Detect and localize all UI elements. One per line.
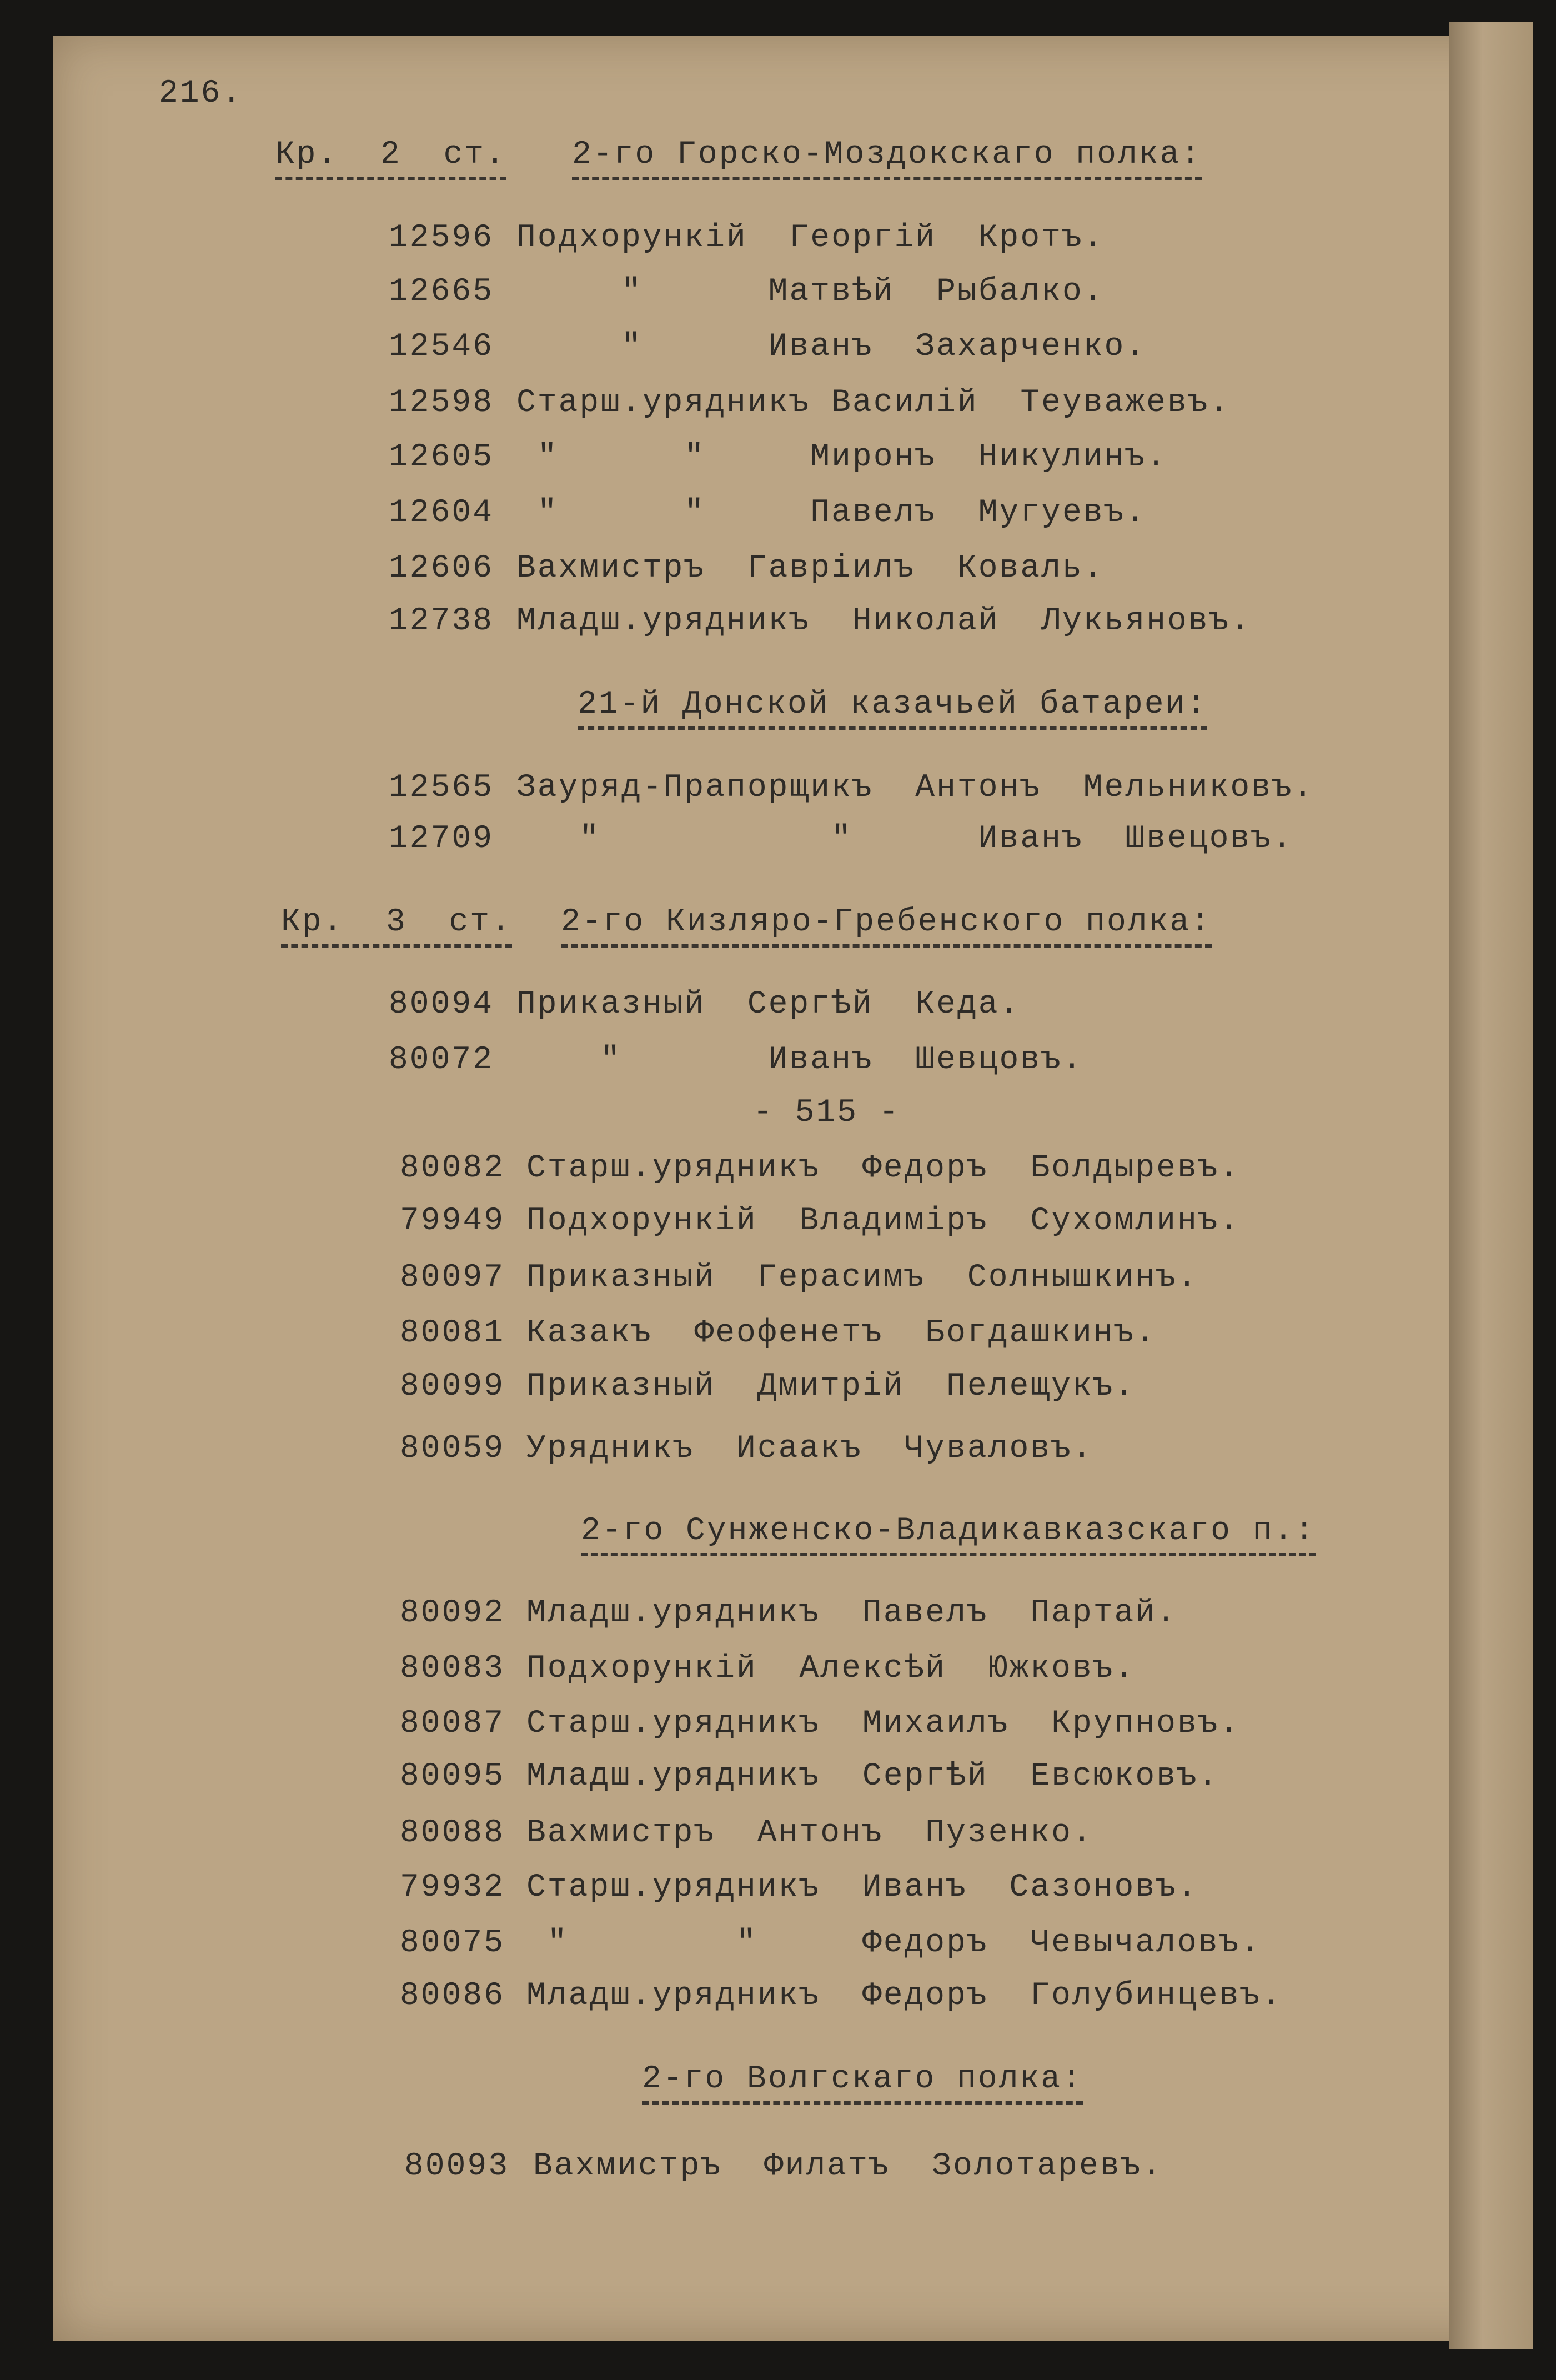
record-text: Подхорункій Владиміръ Сухомлинъ.	[526, 1203, 1241, 1239]
record-text: Вахмистръ Антонъ Пузенко.	[526, 1815, 1093, 1851]
record-number: 12709	[389, 821, 494, 857]
record-text: Старш.урядникъ Федоръ Болдыревъ.	[526, 1150, 1241, 1186]
record-text: " " Миронъ Никулинъ.	[516, 439, 1167, 475]
page-number: 216.	[159, 76, 243, 112]
page-fold-edge	[1449, 22, 1533, 2349]
record-number: 80086	[400, 1978, 505, 2014]
record-number: 80093	[404, 2148, 510, 2184]
record-text: Подхорункій Георгій Кротъ.	[516, 220, 1105, 256]
record-number: 80059	[400, 1431, 505, 1467]
section-label: Кр. 3 ст.	[281, 906, 512, 948]
record-text: " " Иванъ Швецовъ.	[516, 821, 1293, 857]
center-page-number: - 515 -	[753, 1095, 900, 1131]
section-label: Кр. 2 ст.	[275, 139, 506, 180]
section-heading: 2-го Волгскаго полка:	[642, 2063, 1083, 2105]
record-number: 12738	[389, 603, 494, 639]
record-text: Младш.урядникъ Павелъ Партай.	[526, 1595, 1177, 1631]
record-number: 12598	[389, 385, 494, 421]
record-number: 80097	[400, 1260, 505, 1296]
record-number: 80088	[400, 1815, 505, 1851]
record-text: Приказный Дмитрій Пелещукъ.	[526, 1369, 1136, 1405]
record-text: Вахмистръ Филатъ Золотаревъ.	[533, 2148, 1163, 2184]
record-text: Зауряд-Прапорщикъ Антонъ Мельниковъ.	[516, 770, 1314, 806]
record-number: 80087	[400, 1706, 505, 1742]
record-number: 80082	[400, 1150, 505, 1186]
section-heading: 2-го Сунженско-Владикавказскаго п.:	[581, 1515, 1316, 1556]
record-number: 80095	[400, 1758, 505, 1795]
record-number: 80099	[400, 1369, 505, 1405]
record-text: " Иванъ Шевцовъ.	[516, 1042, 1083, 1078]
record-text: Старш.урядникъ Михаилъ Крупновъ.	[526, 1706, 1241, 1742]
record-text: " Иванъ Захарченко.	[516, 329, 1147, 365]
record-text: Подхорункій Алексѣй Южковъ.	[526, 1651, 1136, 1687]
record-number: 80075	[400, 1925, 505, 1961]
record-text: Младш.урядникъ Сергѣй Евсюковъ.	[526, 1758, 1219, 1795]
record-text: " " Павелъ Мугуевъ.	[516, 495, 1147, 531]
record-number: 12546	[389, 329, 494, 365]
record-number: 79949	[400, 1203, 505, 1239]
record-number: 12565	[389, 770, 494, 806]
record-text: " Матвѣй Рыбалко.	[516, 274, 1105, 310]
record-number: 80081	[400, 1315, 505, 1351]
section-heading: 2-го Горско-Моздокскаго полка:	[572, 139, 1202, 180]
record-text: Вахмистръ Гавріилъ Коваль.	[516, 550, 1105, 587]
record-number: 80083	[400, 1651, 505, 1687]
record-text: Старш.урядникъ Василій Теуважевъ.	[516, 385, 1231, 421]
record-number: 12606	[389, 550, 494, 587]
record-text: Младш.урядникъ Николай Лукьяновъ.	[516, 603, 1252, 639]
record-text: Старш.урядникъ Иванъ Сазоновъ.	[526, 1870, 1198, 1906]
record-number: 12596	[389, 220, 494, 256]
record-number: 12604	[389, 495, 494, 531]
record-number: 80094	[389, 986, 494, 1023]
record-number: 80072	[389, 1042, 494, 1078]
section-heading: 21-й Донской казачьей батареи:	[578, 689, 1207, 730]
record-number: 79932	[400, 1870, 505, 1906]
record-text: " " Федоръ Чевычаловъ.	[526, 1925, 1262, 1961]
section-heading: 2-го Кизляро-Гребенского полка:	[561, 906, 1212, 948]
record-number: 12665	[389, 274, 494, 310]
record-text: Младш.урядникъ Федоръ Голубинцевъ.	[526, 1978, 1283, 2014]
record-number: 12605	[389, 439, 494, 475]
record-number: 80092	[400, 1595, 505, 1631]
record-text: Приказный Сергѣй Кеда.	[516, 986, 1021, 1023]
record-text: Урядникъ Исаакъ Чуваловъ.	[526, 1431, 1093, 1467]
record-text: Казакъ Феофенетъ Богдашкинъ.	[526, 1315, 1157, 1351]
record-text: Приказный Герасимъ Солнышкинъ.	[526, 1260, 1198, 1296]
